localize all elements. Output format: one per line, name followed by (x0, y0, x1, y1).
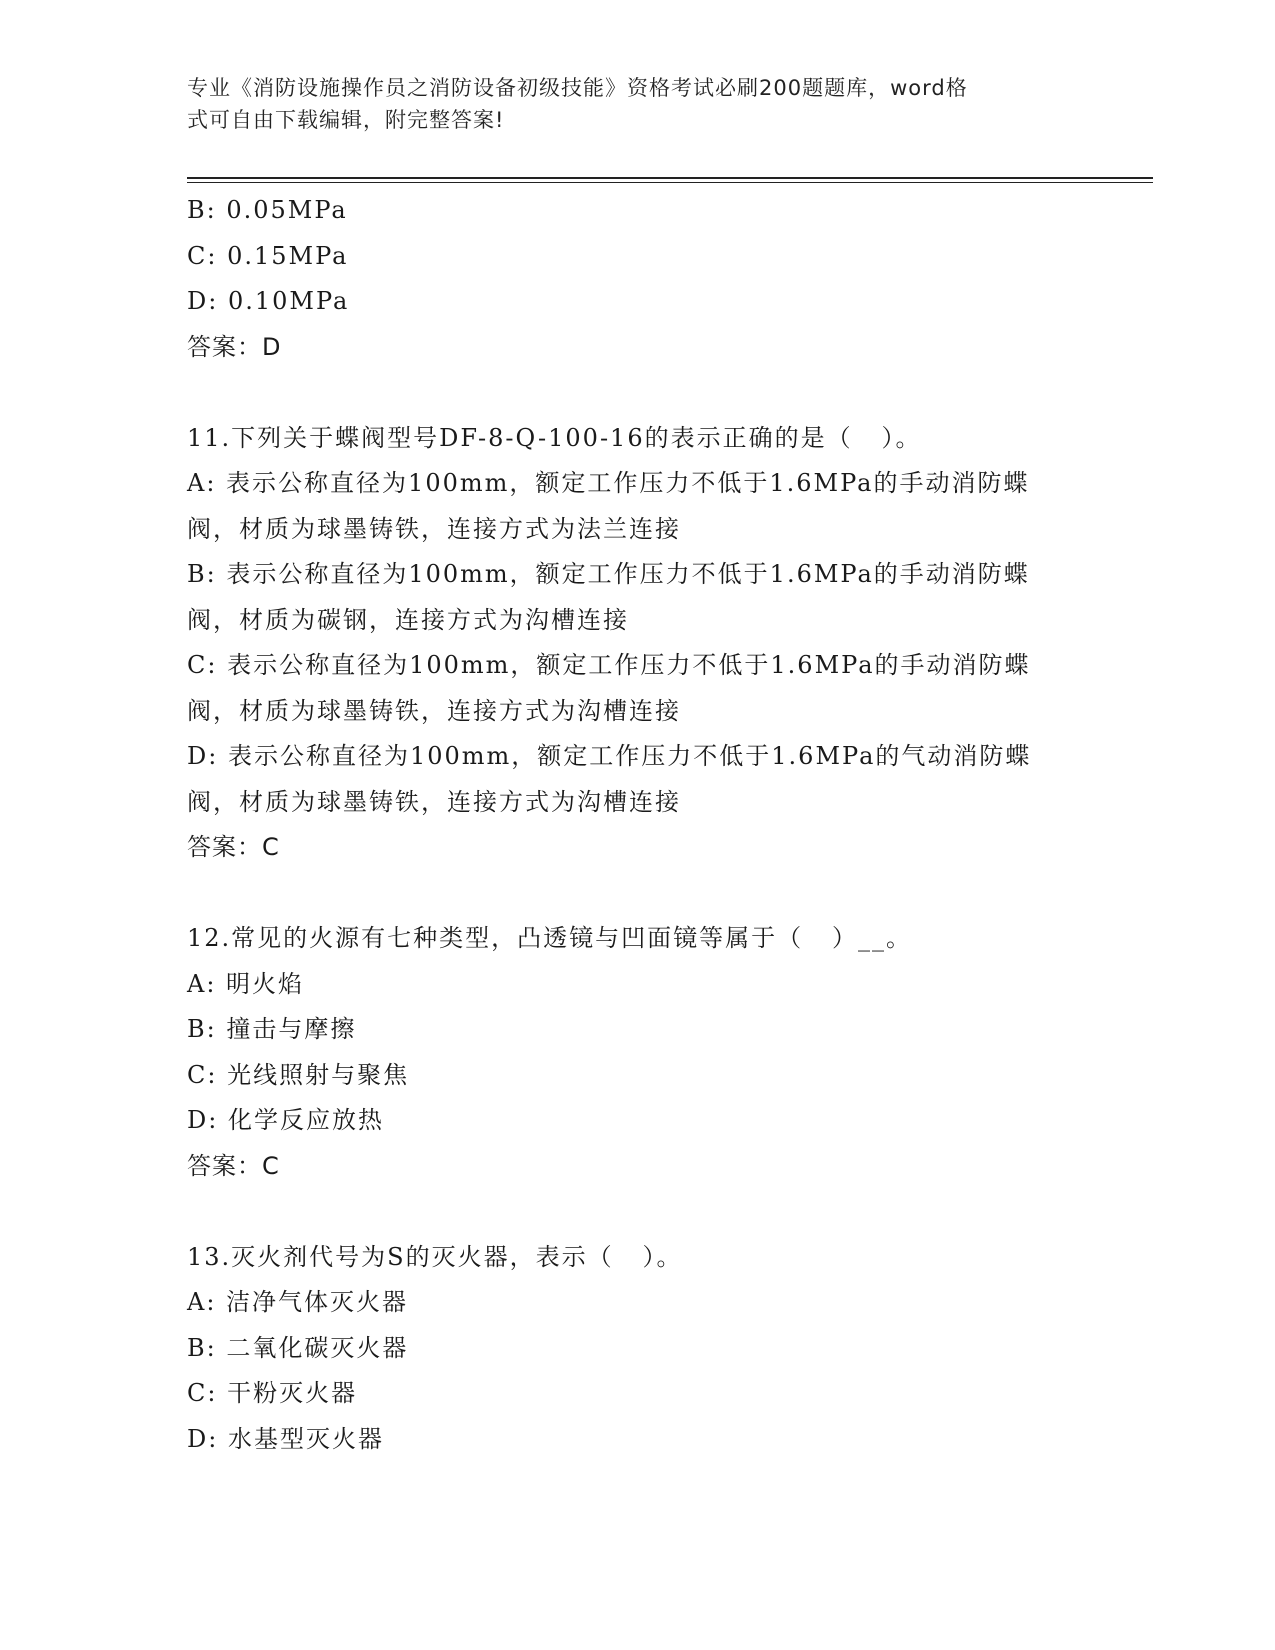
header-title-line-2: 式可自由下载编辑，附完整答案! (187, 108, 505, 132)
option-c-line-2: 阀，材质为球墨铸铁，连接方式为沟槽连接 (187, 696, 681, 725)
answer: 答案：C (187, 833, 280, 861)
question-stem: 11.下列关于蝶阀型号DF-8-Q-100-16的表示正确的是（ ）。 (187, 423, 922, 452)
question-stem: 13.灭火剂代号为S的灭火器，表示（ ）。 (187, 1242, 683, 1271)
question-11 (187, 416, 1087, 871)
header-rule-thick (187, 177, 1153, 179)
header-rule-thin (187, 182, 1153, 183)
question-list (187, 188, 1087, 1462)
option-c-line-1: C: 表示公称直径为100mm，额定工作压力不低于1.6MPa的手动消防蝶 (187, 651, 1031, 679)
document-header (187, 72, 1067, 136)
option-b: B: 撞击与摩擦 (187, 1015, 357, 1043)
option-d: D: 0.10MPa (187, 287, 350, 315)
question-12 (187, 916, 1087, 1189)
option-c: C: 光线照射与聚焦 (187, 1060, 410, 1089)
question-13 (187, 1235, 1087, 1463)
option-a: A: 洁净气体灭火器 (187, 1288, 409, 1316)
spacer (187, 1189, 1087, 1235)
option-b: B: 二氧化碳灭火器 (187, 1333, 409, 1362)
answer: 答案：D (187, 332, 282, 361)
option-a: A: 明火焰 (187, 969, 305, 998)
question-10-tail (187, 188, 1087, 370)
option-b: B: 0.05MPa (187, 196, 348, 224)
header-title-line-1: 专业《消防设施操作员之消防设备初级技能》资格考试必刷200题题库，word格 (187, 76, 968, 100)
option-c: C: 干粉灭火器 (187, 1379, 358, 1407)
spacer (187, 871, 1087, 917)
answer: 答案：C (187, 1151, 280, 1180)
spacer (187, 370, 1087, 416)
option-b-line-2: 阀，材质为碳钢，连接方式为沟槽连接 (187, 605, 629, 634)
option-b-line-1: B: 表示公称直径为100mm，额定工作压力不低于1.6MPa的手动消防蝶 (187, 560, 1030, 588)
option-a-line-2: 阀，材质为球墨铸铁，连接方式为法兰连接 (187, 514, 681, 543)
question-stem: 12.常见的火源有七种类型，凸透镜与凹面镜等属于（ ）__。 (187, 924, 913, 952)
option-d: D: 水基型灭火器 (187, 1424, 384, 1453)
option-d-line-1: D: 表示公称直径为100mm，额定工作压力不低于1.6MPa的气动消防蝶 (187, 742, 1032, 770)
option-c: C: 0.15MPa (187, 241, 349, 270)
option-d: D: 化学反应放热 (187, 1106, 384, 1134)
option-a-line-1: A: 表示公称直径为100mm，额定工作压力不低于1.6MPa的手动消防蝶 (187, 469, 1030, 497)
option-d-line-2: 阀，材质为球墨铸铁，连接方式为沟槽连接 (187, 787, 681, 816)
